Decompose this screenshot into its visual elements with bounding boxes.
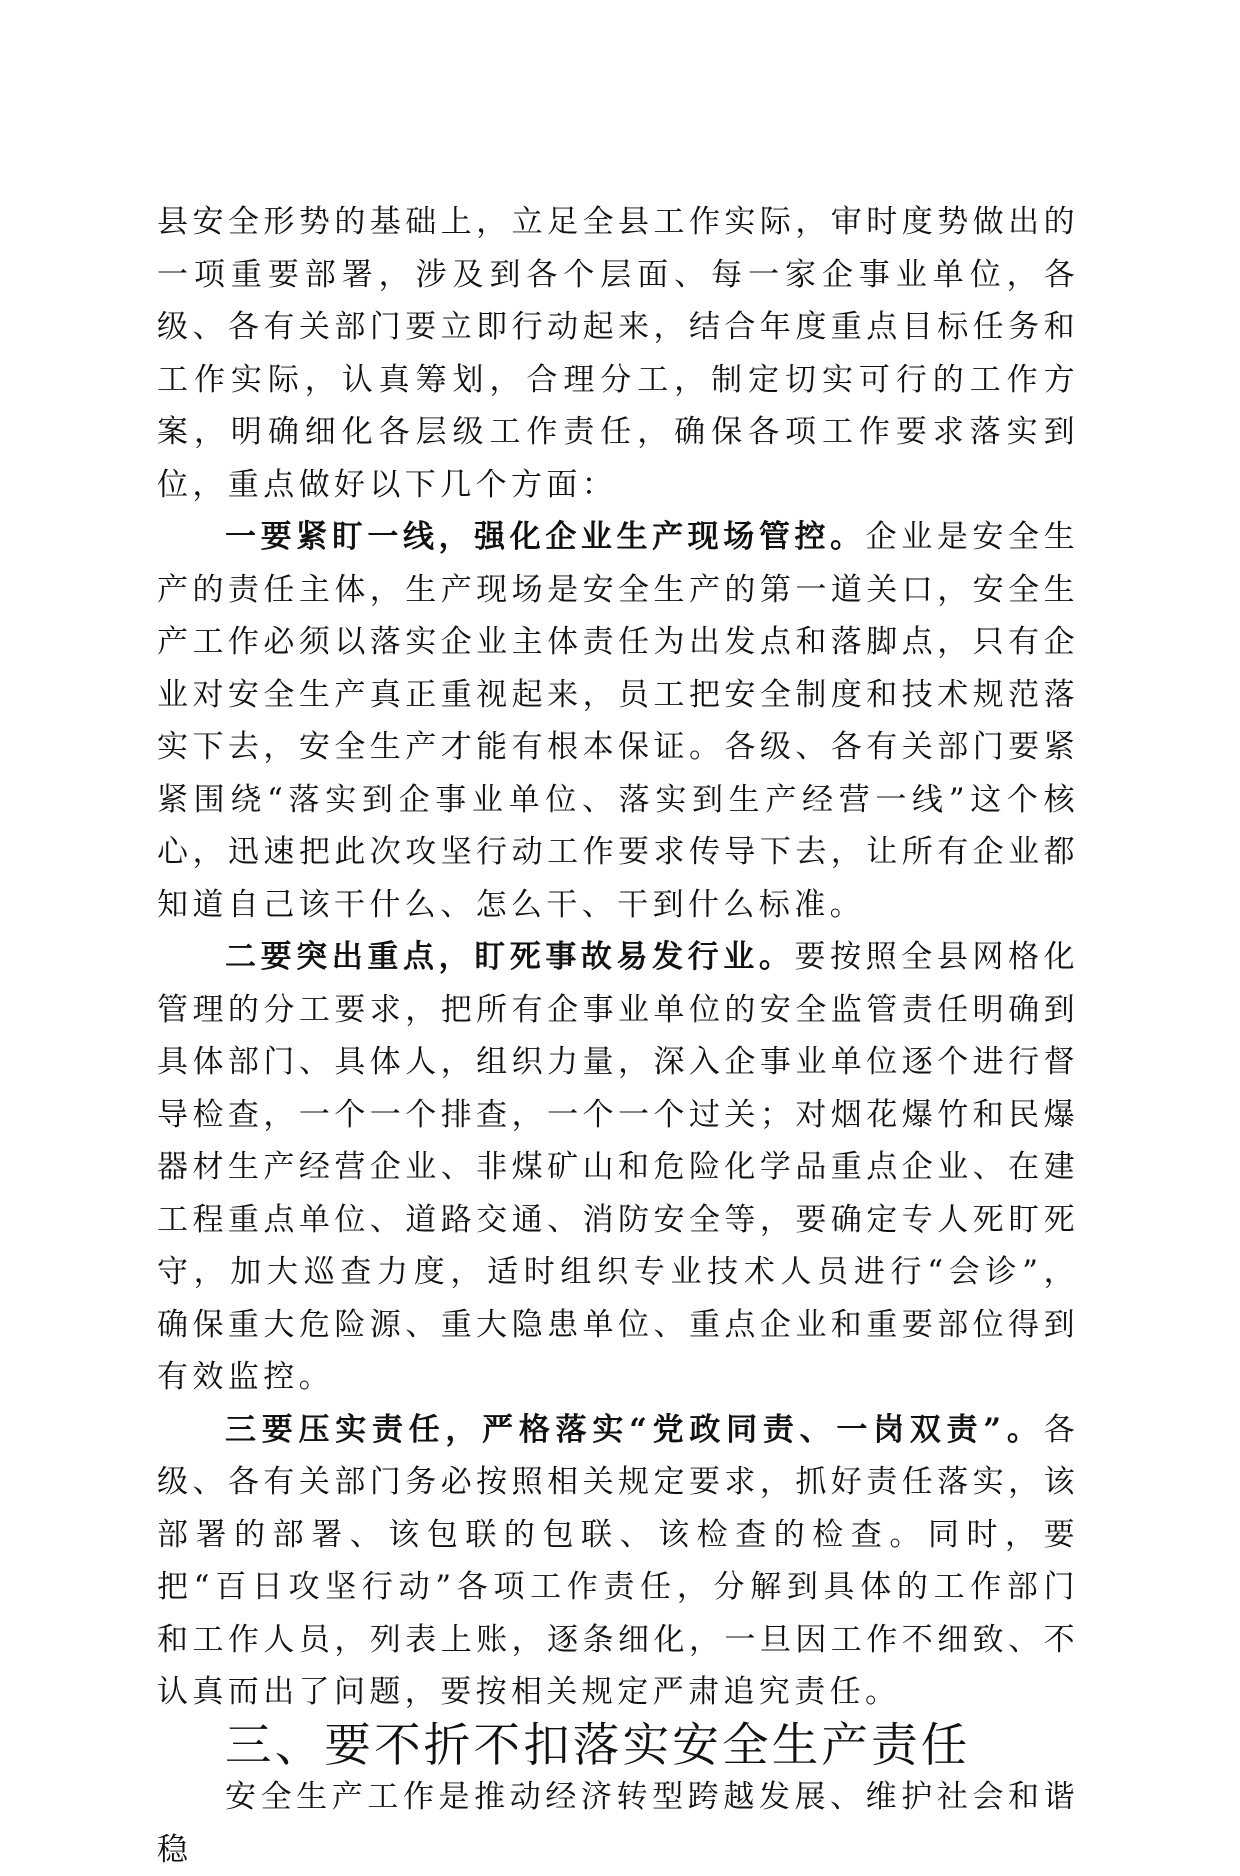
document-page	[157, 196, 1079, 1876]
point-one-lead: 一要紧盯一线，强化企业生产现场管控。	[225, 519, 866, 555]
paragraph-text: 企业是安全生产的责任主体，生产现场是安全生产的第一道关口，安全生产工作必须以落实企业主体责任为出发点和落脚点，只有企业对安全生产真正重视起来，员工把安全制度和技术规范落实下去，安全生产才能有根本保证。各级、各有关部门要紧紧围绕“落实到企事业单位、落实到生产经营一线”这个核心，迅速把此次攻坚行动工作要求传导下去，让所有企业都知道自己该干什么、怎么干、干到什么标准。	[157, 519, 1079, 923]
paragraph-closing: 安全生产工作是推动经济转型跨越发展、维护社会和谐稳	[157, 1779, 1079, 1868]
paragraph-text: 各级、各有关部门务必按照相关规定要求，抓好责任落实，该部署的部署、该包联的包联、该检查的检查。同时，要把“百日攻坚行动”各项工作责任，分解到具体的工作部门和工作人员，列表上账，逐条细化，一旦因工作不细致、不认真而出了问题，要按相关规定严肃追究责任。	[157, 1411, 1079, 1710]
point-two-lead: 二要突出重点，盯死事故易发行业。	[225, 939, 795, 975]
paragraph-point-three	[157, 1404, 1079, 1719]
paragraph-point-two	[157, 931, 1079, 1404]
paragraph-text: 要按照全县网格化管理的分工要求，把所有企事业单位的安全监管责任明确到具体部门、具体人，组织力量，深入企事业单位逐个进行督导检查，一个一个排查，一个一个过关；对烟花爆竹和民爆器材生产经营企业、非煤矿山和危险化学品重点企业、在建工程重点单位、道路交通、消防安全等，要确定专人死盯死守，加大巡查力度，适时组织专业技术人员进行“会诊”，确保重大危险源、重大隐患单位、重点企业和重要部位得到有效监控。	[157, 939, 1079, 1395]
point-three-lead: 三要压实责任，严格落实“党政同责、一岗双责”。	[225, 1411, 1044, 1448]
paragraph-point-one	[157, 511, 1079, 931]
paragraph-intro	[157, 196, 1079, 511]
section-heading: 三、要不折不扣落实安全生产责任	[225, 1717, 971, 1772]
paragraph-text: 县安全形势的基础上，立足全县工作实际，审时度势做出的一项重要部署，涉及到各个层面、每一家企事业单位，各级、各有关部门要立即行动起来，结合年度重点目标任务和工作实际，认真筹划，合理分工，制定切实可行的工作方案，明确细化各层级工作责任，确保各项工作要求落实到位，重点做好以下几个方面：	[157, 204, 1079, 503]
